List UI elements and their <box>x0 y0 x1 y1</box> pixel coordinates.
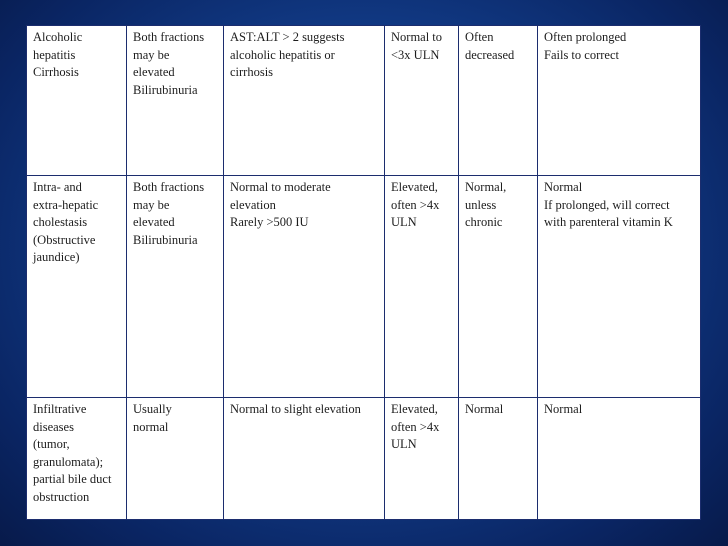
table-row <box>27 176 701 398</box>
aminotransferases-cell: AST:ALT > 2 suggests alcoholic hepatitis or cirrhosis <box>224 26 385 176</box>
aminotransferases-cell: Normal to slight elevation <box>224 398 385 520</box>
table-row <box>27 398 701 520</box>
liver-tests-table <box>26 25 701 520</box>
alkaline-phosphatase-cell: Normal to <3x ULN <box>385 26 459 176</box>
table-row <box>27 26 701 176</box>
condition-cell: Infiltrative diseases (tumor, granulomata); partial bile duct obstruction <box>27 398 127 520</box>
alkaline-phosphatase-cell: Elevated, often >4x ULN <box>385 176 459 398</box>
bilirubin-cell: Both fractions may be elevated Bilirubinuria <box>127 176 224 398</box>
condition-cell: Alcoholic hepatitis Cirrhosis <box>27 26 127 176</box>
alkaline-phosphatase-cell: Elevated, often >4x ULN <box>385 398 459 520</box>
prothrombin-time-cell: Normal If prolonged, will correct with parenteral vitamin K <box>538 176 701 398</box>
albumin-cell: Often decreased <box>459 26 538 176</box>
condition-cell: Intra- and extra-hepatic cholestasis (Obstructive jaundice) <box>27 176 127 398</box>
aminotransferases-cell: Normal to moderate elevation Rarely >500 IU <box>224 176 385 398</box>
bilirubin-cell: Both fractions may be elevated Bilirubinuria <box>127 26 224 176</box>
bilirubin-cell: Usually normal <box>127 398 224 520</box>
prothrombin-time-cell: Normal <box>538 398 701 520</box>
albumin-cell: Normal, unless chronic <box>459 176 538 398</box>
prothrombin-time-cell: Often prolonged Fails to correct <box>538 26 701 176</box>
albumin-cell: Normal <box>459 398 538 520</box>
